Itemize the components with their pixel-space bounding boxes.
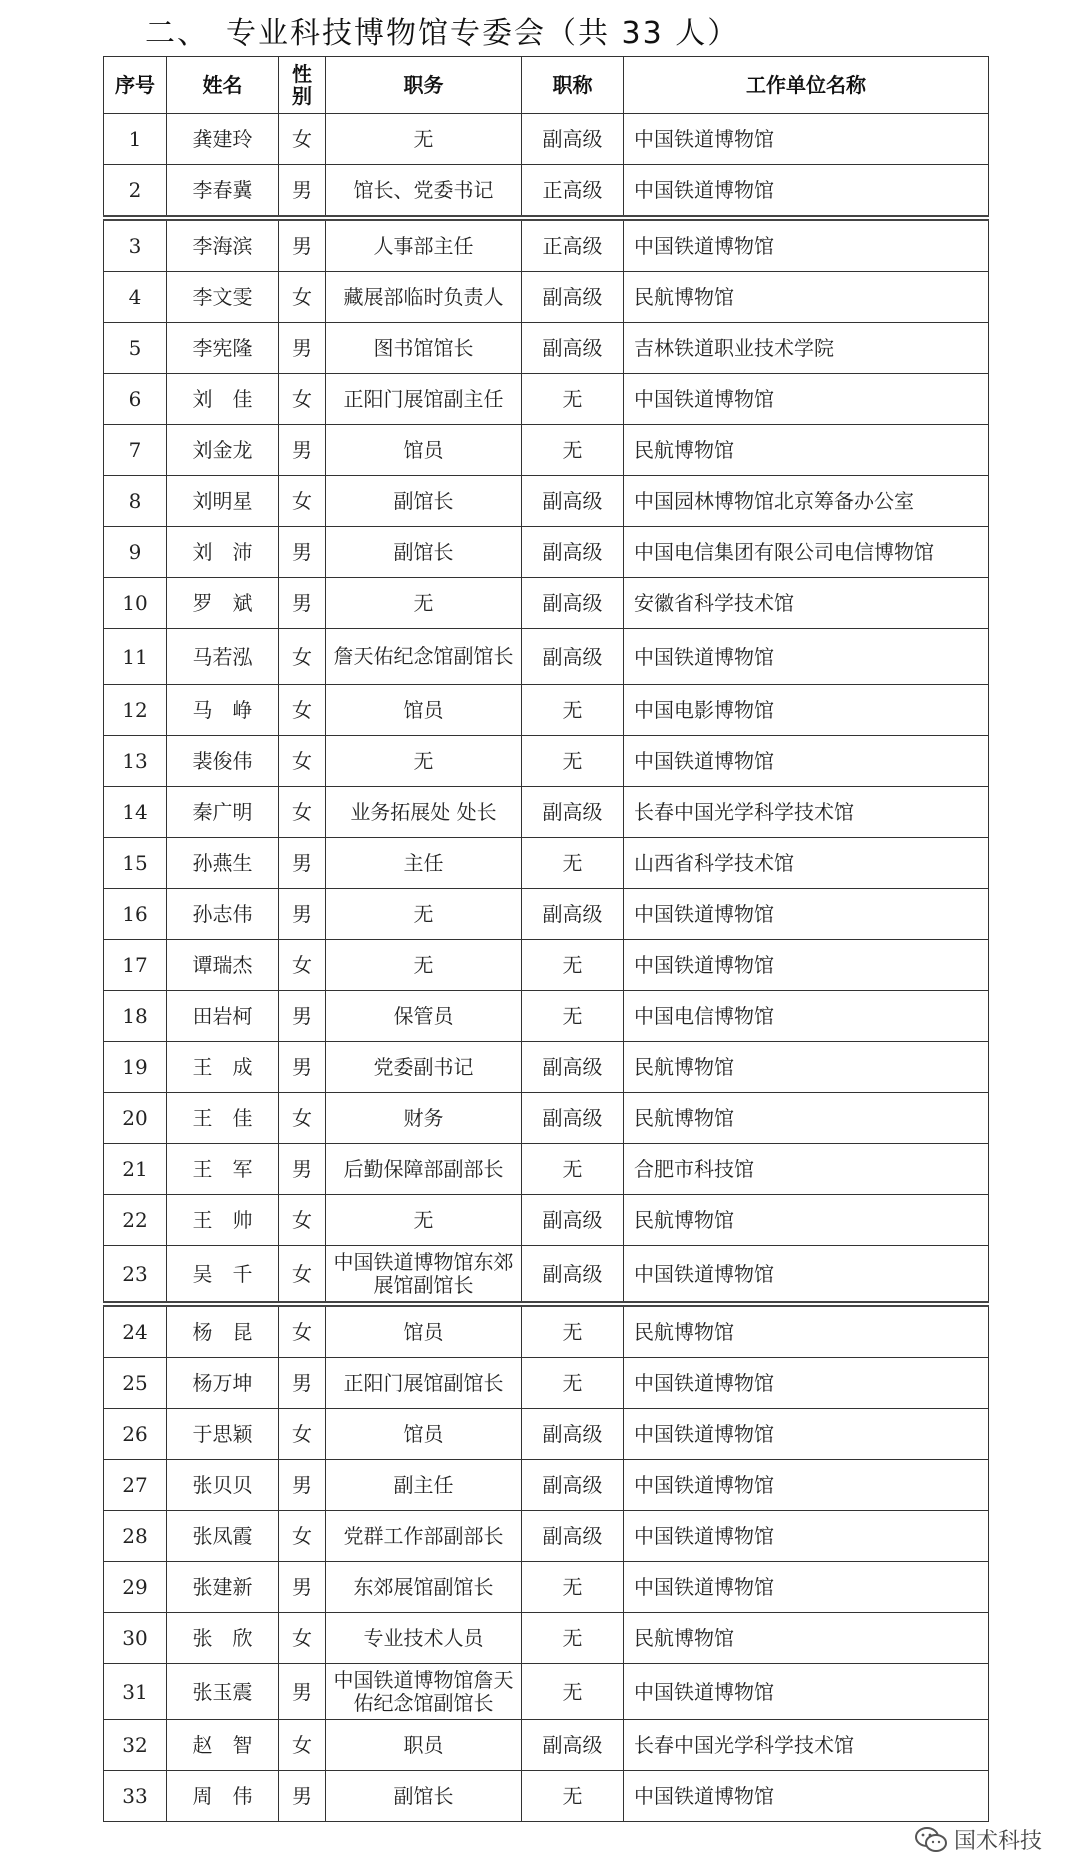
- table-row: [104, 1664, 989, 1720]
- cell-no: 30: [104, 1613, 167, 1664]
- cell-gender: 女: [279, 736, 326, 787]
- cell-unit: 中国铁道博物馆: [624, 1460, 989, 1511]
- cell-unit: 中国铁道博物馆: [624, 165, 989, 219]
- cell-name: 李海滨: [167, 218, 279, 272]
- cell-no: 29: [104, 1562, 167, 1613]
- watermark: [914, 1824, 1042, 1855]
- cell-duty: 副馆长: [326, 527, 522, 578]
- cell-no: 19: [104, 1042, 167, 1093]
- cell-unit: 山西省科学技术馆: [624, 838, 989, 889]
- cell-no: 2: [104, 165, 167, 219]
- cell-title: 副高级: [522, 1409, 624, 1460]
- table-row: [104, 374, 989, 425]
- table-row: [104, 1042, 989, 1093]
- cell-no: 15: [104, 838, 167, 889]
- cell-no: 13: [104, 736, 167, 787]
- cell-unit: 中国铁道博物馆: [624, 736, 989, 787]
- cell-no: 1: [104, 114, 167, 165]
- cell-title: 副高级: [522, 1246, 624, 1305]
- cell-no: 33: [104, 1771, 167, 1822]
- table-row: [104, 1246, 989, 1305]
- cell-gender: 男: [279, 1042, 326, 1093]
- cell-gender: 男: [279, 991, 326, 1042]
- cell-gender: 男: [279, 838, 326, 889]
- table-header-row: [104, 57, 989, 114]
- cell-title: 无: [522, 425, 624, 476]
- header-title: 职称: [522, 57, 624, 114]
- cell-title: 副高级: [522, 578, 624, 629]
- cell-duty: 财务: [326, 1093, 522, 1144]
- table-row: [104, 476, 989, 527]
- cell-name: 王 佳: [167, 1093, 279, 1144]
- cell-unit: 中国铁道博物馆: [624, 114, 989, 165]
- cell-duty: 保管员: [326, 991, 522, 1042]
- table-row: [104, 1304, 989, 1358]
- cell-title: 无: [522, 736, 624, 787]
- cell-name: 张贝贝: [167, 1460, 279, 1511]
- cell-unit: 中国电信集团有限公司电信博物馆: [624, 527, 989, 578]
- table-row: [104, 218, 989, 272]
- cell-name: 刘 沛: [167, 527, 279, 578]
- cell-title: 无: [522, 1144, 624, 1195]
- cell-duty: 党委副书记: [326, 1042, 522, 1093]
- cell-gender: 男: [279, 1562, 326, 1613]
- cell-name: 王 军: [167, 1144, 279, 1195]
- cell-gender: 男: [279, 1358, 326, 1409]
- table-row: [104, 1613, 989, 1664]
- cell-unit: 安徽省科学技术馆: [624, 578, 989, 629]
- cell-no: 24: [104, 1304, 167, 1358]
- cell-title: 副高级: [522, 1511, 624, 1562]
- table-row: [104, 1771, 989, 1822]
- cell-title: 副高级: [522, 1093, 624, 1144]
- cell-duty: 后勤保障部副部长: [326, 1144, 522, 1195]
- cell-title: 副高级: [522, 323, 624, 374]
- cell-name: 李春冀: [167, 165, 279, 219]
- table-row: [104, 787, 989, 838]
- cell-gender: 男: [279, 578, 326, 629]
- cell-no: 18: [104, 991, 167, 1042]
- cell-duty: 无: [326, 889, 522, 940]
- cell-title: 副高级: [522, 889, 624, 940]
- committee-table-container: [103, 56, 988, 1822]
- cell-name: 张凤霞: [167, 1511, 279, 1562]
- cell-title: 无: [522, 1358, 624, 1409]
- cell-name: 刘金龙: [167, 425, 279, 476]
- cell-duty: 馆长、党委书记: [326, 165, 522, 219]
- cell-gender: 女: [279, 685, 326, 736]
- cell-unit: 中国铁道博物馆: [624, 1409, 989, 1460]
- cell-name: 张玉震: [167, 1664, 279, 1720]
- cell-unit: 吉林铁道职业技术学院: [624, 323, 989, 374]
- cell-title: 无: [522, 1664, 624, 1720]
- cell-gender: 男: [279, 527, 326, 578]
- cell-name: 裴俊伟: [167, 736, 279, 787]
- cell-no: 31: [104, 1664, 167, 1720]
- cell-duty: 中国铁道博物馆东郊展馆副馆长: [326, 1246, 522, 1305]
- cell-gender: 女: [279, 787, 326, 838]
- cell-gender: 男: [279, 1144, 326, 1195]
- cell-title: 无: [522, 374, 624, 425]
- cell-gender: 男: [279, 323, 326, 374]
- cell-no: 3: [104, 218, 167, 272]
- table-row: [104, 114, 989, 165]
- cell-title: 无: [522, 1562, 624, 1613]
- cell-gender: 女: [279, 374, 326, 425]
- cell-title: 无: [522, 1771, 624, 1822]
- table-row: [104, 736, 989, 787]
- cell-title: 无: [522, 991, 624, 1042]
- cell-gender: 男: [279, 425, 326, 476]
- cell-name: 王 帅: [167, 1195, 279, 1246]
- cell-no: 10: [104, 578, 167, 629]
- cell-duty: 专业技术人员: [326, 1613, 522, 1664]
- cell-name: 孙志伟: [167, 889, 279, 940]
- cell-name: 秦广明: [167, 787, 279, 838]
- cell-name: 吴 千: [167, 1246, 279, 1305]
- cell-name: 马若泓: [167, 629, 279, 685]
- cell-duty: 无: [326, 736, 522, 787]
- cell-unit: 长春中国光学科学技术馆: [624, 1720, 989, 1771]
- cell-duty: 正阳门展馆副主任: [326, 374, 522, 425]
- table-row: [104, 838, 989, 889]
- cell-unit: 中国铁道博物馆: [624, 1664, 989, 1720]
- cell-no: 26: [104, 1409, 167, 1460]
- cell-unit: 中国铁道博物馆: [624, 1358, 989, 1409]
- cell-unit: 中国铁道博物馆: [624, 374, 989, 425]
- cell-no: 17: [104, 940, 167, 991]
- cell-no: 6: [104, 374, 167, 425]
- cell-name: 罗 斌: [167, 578, 279, 629]
- cell-duty: 馆员: [326, 425, 522, 476]
- cell-gender: 女: [279, 476, 326, 527]
- cell-gender: 女: [279, 272, 326, 323]
- cell-name: 谭瑞杰: [167, 940, 279, 991]
- cell-duty: 职员: [326, 1720, 522, 1771]
- table-row: [104, 323, 989, 374]
- cell-duty: 主任: [326, 838, 522, 889]
- cell-name: 李文雯: [167, 272, 279, 323]
- table-row: [104, 685, 989, 736]
- cell-name: 李宪隆: [167, 323, 279, 374]
- cell-no: 22: [104, 1195, 167, 1246]
- cell-no: 9: [104, 527, 167, 578]
- table-row: [104, 425, 989, 476]
- cell-no: 7: [104, 425, 167, 476]
- cell-name: 张 欣: [167, 1613, 279, 1664]
- table-row: [104, 1720, 989, 1771]
- cell-gender: 女: [279, 629, 326, 685]
- cell-title: 副高级: [522, 272, 624, 323]
- cell-unit: 合肥市科技馆: [624, 1144, 989, 1195]
- cell-duty: 人事部主任: [326, 218, 522, 272]
- cell-gender: 女: [279, 1093, 326, 1144]
- cell-no: 28: [104, 1511, 167, 1562]
- cell-title: 副高级: [522, 1195, 624, 1246]
- cell-duty: 馆员: [326, 1304, 522, 1358]
- cell-no: 21: [104, 1144, 167, 1195]
- cell-duty: 无: [326, 114, 522, 165]
- cell-unit: 长春中国光学科学技术馆: [624, 787, 989, 838]
- table-row: [104, 527, 989, 578]
- cell-duty: 副馆长: [326, 1771, 522, 1822]
- cell-duty: 无: [326, 578, 522, 629]
- cell-title: 副高级: [522, 787, 624, 838]
- cell-unit: 中国电信博物馆: [624, 991, 989, 1042]
- cell-name: 杨万坤: [167, 1358, 279, 1409]
- table-row: [104, 272, 989, 323]
- table-row: [104, 1144, 989, 1195]
- cell-unit: 中国铁道博物馆: [624, 1562, 989, 1613]
- cell-duty: 业务拓展处 处长: [326, 787, 522, 838]
- table-row: [104, 889, 989, 940]
- table-body: [104, 114, 989, 1822]
- wechat-icon: [914, 1825, 948, 1855]
- cell-name: 赵 智: [167, 1720, 279, 1771]
- table-row: [104, 1562, 989, 1613]
- header-no: 序号: [104, 57, 167, 114]
- cell-duty: 图书馆馆长: [326, 323, 522, 374]
- cell-gender: 女: [279, 1304, 326, 1358]
- cell-duty: 无: [326, 940, 522, 991]
- cell-no: 23: [104, 1246, 167, 1305]
- cell-unit: 中国铁道博物馆: [624, 1771, 989, 1822]
- cell-name: 孙燕生: [167, 838, 279, 889]
- cell-gender: 女: [279, 1195, 326, 1246]
- cell-name: 于思颖: [167, 1409, 279, 1460]
- header-unit: 工作单位名称: [624, 57, 989, 114]
- cell-name: 杨 昆: [167, 1304, 279, 1358]
- cell-duty: 东郊展馆副馆长: [326, 1562, 522, 1613]
- cell-no: 14: [104, 787, 167, 838]
- cell-no: 27: [104, 1460, 167, 1511]
- cell-no: 20: [104, 1093, 167, 1144]
- cell-name: 王 成: [167, 1042, 279, 1093]
- cell-gender: 女: [279, 1720, 326, 1771]
- table-row: [104, 940, 989, 991]
- cell-gender: 女: [279, 940, 326, 991]
- cell-name: 刘明星: [167, 476, 279, 527]
- cell-gender: 女: [279, 1511, 326, 1562]
- watermark-text: 国术科技: [953, 1829, 1042, 1854]
- cell-no: 12: [104, 685, 167, 736]
- cell-duty: 詹天佑纪念馆副馆长: [326, 629, 522, 685]
- table-row: [104, 991, 989, 1042]
- cell-unit: 民航博物馆: [624, 1042, 989, 1093]
- cell-no: 16: [104, 889, 167, 940]
- cell-unit: 中国铁道博物馆: [624, 940, 989, 991]
- cell-duty: 党群工作部副部长: [326, 1511, 522, 1562]
- cell-unit: 中国铁道博物馆: [624, 218, 989, 272]
- cell-no: 8: [104, 476, 167, 527]
- cell-gender: 男: [279, 889, 326, 940]
- page-title: 二、 专业科技博物馆专委会（共 33 人）: [145, 16, 740, 51]
- cell-title: 无: [522, 838, 624, 889]
- cell-unit: 中国铁道博物馆: [624, 889, 989, 940]
- cell-gender: 男: [279, 1664, 326, 1720]
- cell-title: 副高级: [522, 1042, 624, 1093]
- cell-no: 25: [104, 1358, 167, 1409]
- table-row: [104, 1195, 989, 1246]
- cell-unit: 民航博物馆: [624, 1304, 989, 1358]
- cell-duty: 副主任: [326, 1460, 522, 1511]
- cell-name: 龚建玲: [167, 114, 279, 165]
- cell-duty: 中国铁道博物馆詹天佑纪念馆副馆长: [326, 1664, 522, 1720]
- cell-unit: 中国铁道博物馆: [624, 1246, 989, 1305]
- header-name: 姓名: [167, 57, 279, 114]
- cell-name: 马 峥: [167, 685, 279, 736]
- cell-unit: 民航博物馆: [624, 425, 989, 476]
- cell-title: 副高级: [522, 114, 624, 165]
- table-row: [104, 165, 989, 219]
- table-row: [104, 1511, 989, 1562]
- cell-title: 副高级: [522, 527, 624, 578]
- cell-no: 11: [104, 629, 167, 685]
- cell-duty: 馆员: [326, 685, 522, 736]
- cell-gender: 女: [279, 1246, 326, 1305]
- table-row: [104, 1460, 989, 1511]
- header-duty: 职务: [326, 57, 522, 114]
- cell-title: 副高级: [522, 629, 624, 685]
- table-row: [104, 1358, 989, 1409]
- header-gender: 性别: [279, 57, 326, 114]
- cell-gender: 男: [279, 218, 326, 272]
- cell-gender: 男: [279, 1771, 326, 1822]
- cell-name: 周 伟: [167, 1771, 279, 1822]
- cell-name: 田岩柯: [167, 991, 279, 1042]
- cell-gender: 男: [279, 165, 326, 219]
- cell-duty: 无: [326, 1195, 522, 1246]
- cell-title: 无: [522, 1613, 624, 1664]
- cell-title: 正高级: [522, 165, 624, 219]
- cell-gender: 女: [279, 1613, 326, 1664]
- cell-gender: 女: [279, 1409, 326, 1460]
- committee-member-table: [103, 56, 989, 1822]
- cell-title: 无: [522, 685, 624, 736]
- cell-no: 32: [104, 1720, 167, 1771]
- cell-unit: 民航博物馆: [624, 272, 989, 323]
- cell-title: 副高级: [522, 1720, 624, 1771]
- cell-no: 5: [104, 323, 167, 374]
- cell-unit: 中国铁道博物馆: [624, 629, 989, 685]
- cell-title: 无: [522, 1304, 624, 1358]
- cell-unit: 中国园林博物馆北京筹备办公室: [624, 476, 989, 527]
- table-row: [104, 1409, 989, 1460]
- cell-no: 4: [104, 272, 167, 323]
- cell-title: 副高级: [522, 1460, 624, 1511]
- table-row: [104, 629, 989, 685]
- cell-unit: 中国铁道博物馆: [624, 1511, 989, 1562]
- cell-title: 副高级: [522, 476, 624, 527]
- cell-duty: 正阳门展馆副馆长: [326, 1358, 522, 1409]
- cell-name: 张建新: [167, 1562, 279, 1613]
- cell-unit: 民航博物馆: [624, 1195, 989, 1246]
- table-row: [104, 578, 989, 629]
- cell-unit: 民航博物馆: [624, 1613, 989, 1664]
- cell-unit: 民航博物馆: [624, 1093, 989, 1144]
- table-row: [104, 1093, 989, 1144]
- cell-duty: 副馆长: [326, 476, 522, 527]
- cell-title: 正高级: [522, 218, 624, 272]
- cell-name: 刘 佳: [167, 374, 279, 425]
- cell-duty: 藏展部临时负责人: [326, 272, 522, 323]
- cell-gender: 男: [279, 1460, 326, 1511]
- cell-gender: 女: [279, 114, 326, 165]
- cell-title: 无: [522, 940, 624, 991]
- cell-duty: 馆员: [326, 1409, 522, 1460]
- cell-unit: 中国电影博物馆: [624, 685, 989, 736]
